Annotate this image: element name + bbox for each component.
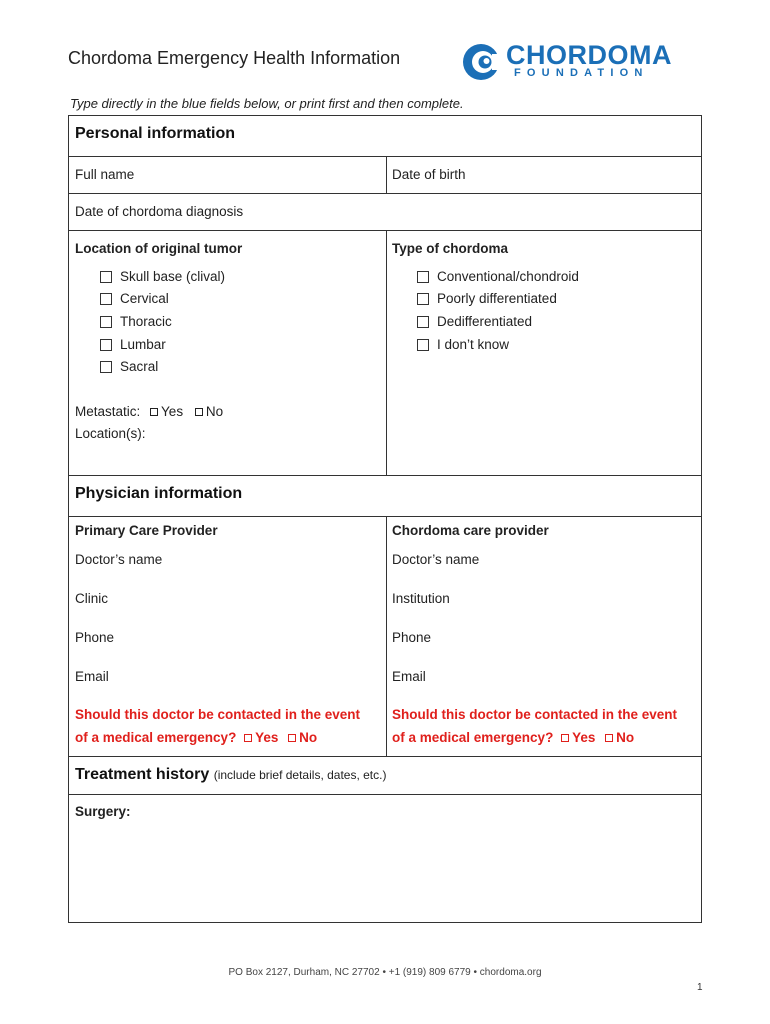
- instructions: Type directly in the blue fields below, or print first and then complete.: [70, 96, 464, 111]
- ccp-contact-no-label: No: [616, 730, 635, 745]
- locations-field[interactable]: Location(s):: [75, 426, 146, 441]
- option-label: Skull base (clival): [120, 269, 226, 284]
- checkbox-conventional[interactable]: [417, 271, 429, 283]
- checkbox-poorly-differentiated[interactable]: [417, 293, 429, 305]
- option-label: Thoracic: [120, 314, 172, 329]
- checkbox-skull-base[interactable]: [100, 271, 112, 283]
- logo-swirl-icon: [462, 40, 502, 84]
- metastatic-line: [75, 404, 223, 419]
- checkbox-thoracic[interactable]: [100, 316, 112, 328]
- option-label: Conventional/chondroid: [437, 269, 579, 284]
- ccp-contact-question: [392, 703, 677, 749]
- physician-section-title: Physician information: [75, 485, 243, 502]
- radio-yes-icon: [561, 734, 569, 742]
- page-title: Chordoma Emergency Health Information: [68, 48, 401, 68]
- pcp-doctor-field[interactable]: Doctor’s name: [75, 552, 163, 567]
- chordoma-foundation-logo: [462, 40, 692, 84]
- checkbox-lumbar[interactable]: [100, 339, 112, 351]
- radio-yes-icon: [150, 408, 158, 416]
- pcp-contact-yes[interactable]: [244, 730, 278, 745]
- option-label: I don’t know: [437, 337, 510, 352]
- pcp-clinic-field[interactable]: Clinic: [75, 591, 109, 606]
- radio-no-icon: [288, 734, 296, 742]
- metastatic-yes[interactable]: [150, 404, 183, 419]
- treatment-section-title: [75, 766, 386, 784]
- radio-yes-icon: [244, 734, 252, 742]
- primary-care-heading: Primary Care Provider: [75, 523, 218, 538]
- divider: [386, 231, 387, 475]
- pcp-contact-no[interactable]: [288, 730, 317, 745]
- diagnosis-date-field[interactable]: Date of chordoma diagnosis: [75, 204, 244, 219]
- option-label: Cervical: [120, 291, 169, 306]
- checkbox-sacral[interactable]: [100, 361, 112, 373]
- divider: [386, 157, 387, 193]
- radio-no-icon: [195, 408, 203, 416]
- pcp-contact-question: [75, 703, 360, 749]
- ccp-institution-field[interactable]: Institution: [392, 591, 450, 606]
- personal-section-title: Personal information: [75, 125, 236, 142]
- pcp-email-field[interactable]: Email: [75, 669, 109, 684]
- tumor-info-row: [69, 231, 701, 476]
- type-heading: Type of chordoma: [392, 241, 509, 256]
- date-of-birth-field[interactable]: Date of birth: [392, 167, 466, 182]
- radio-no-icon: [605, 734, 613, 742]
- ccp-email-field[interactable]: Email: [392, 669, 426, 684]
- ccp-contact-q1: Should this doctor be contacted in the event: [392, 707, 678, 722]
- name-dob-row: [69, 157, 701, 194]
- checkbox-cervical[interactable]: [100, 293, 112, 305]
- ccp-contact-q2: of a medical emergency?: [392, 730, 554, 745]
- physician-section-header: [69, 476, 701, 517]
- treatment-title: Treatment history: [75, 766, 210, 783]
- metastatic-no-label: No: [205, 404, 224, 419]
- location-heading: Location of original tumor: [75, 241, 243, 256]
- checkbox-unknown[interactable]: [417, 339, 429, 351]
- page-number: 1: [697, 982, 703, 993]
- option-label: Lumbar: [120, 337, 166, 352]
- ccp-doctor-field[interactable]: Doctor’s name: [392, 552, 480, 567]
- divider: [386, 517, 387, 756]
- pcp-contact-q2-line: [75, 726, 360, 749]
- footer-address: PO Box 2127, Durham, NC 27702 • +1 (919) 809 6779 • chordoma.org: [228, 967, 542, 978]
- chordoma-provider-heading: Chordoma care provider: [392, 523, 549, 538]
- pcp-phone-field[interactable]: Phone: [75, 630, 115, 645]
- treatment-section-header: [69, 757, 701, 795]
- logo-subtitle: FOUNDATION: [514, 67, 649, 79]
- physician-row: [69, 517, 701, 757]
- option-label: Poorly differentiated: [437, 291, 557, 306]
- ccp-contact-yes[interactable]: [561, 730, 595, 745]
- personal-section-header: [69, 116, 701, 157]
- pcp-contact-yes-label: Yes: [255, 730, 279, 745]
- ccp-contact-yes-label: Yes: [572, 730, 596, 745]
- pcp-contact-q1: Should this doctor be contacted in the event: [75, 707, 361, 722]
- option-label: Dedifferentiated: [437, 314, 533, 329]
- logo-wordmark: CHORDOMA: [506, 40, 672, 70]
- checkbox-dedifferentiated[interactable]: [417, 316, 429, 328]
- metastatic-yes-label: Yes: [161, 404, 184, 419]
- pcp-contact-q2: of a medical emergency?: [75, 730, 237, 745]
- ccp-phone-field[interactable]: Phone: [392, 630, 432, 645]
- diagnosis-row: [69, 194, 701, 231]
- ccp-contact-no[interactable]: [605, 730, 634, 745]
- full-name-field[interactable]: Full name: [75, 167, 135, 182]
- pcp-contact-no-label: No: [299, 730, 318, 745]
- metastatic-no[interactable]: [195, 404, 223, 419]
- ccp-contact-q2-line: [392, 726, 677, 749]
- metastatic-label: Metastatic:: [75, 404, 141, 419]
- option-label: Sacral: [120, 359, 159, 374]
- health-form: [68, 115, 702, 923]
- surgery-field[interactable]: Surgery:: [75, 804, 131, 819]
- treatment-note: (include brief details, dates, etc.): [213, 768, 387, 782]
